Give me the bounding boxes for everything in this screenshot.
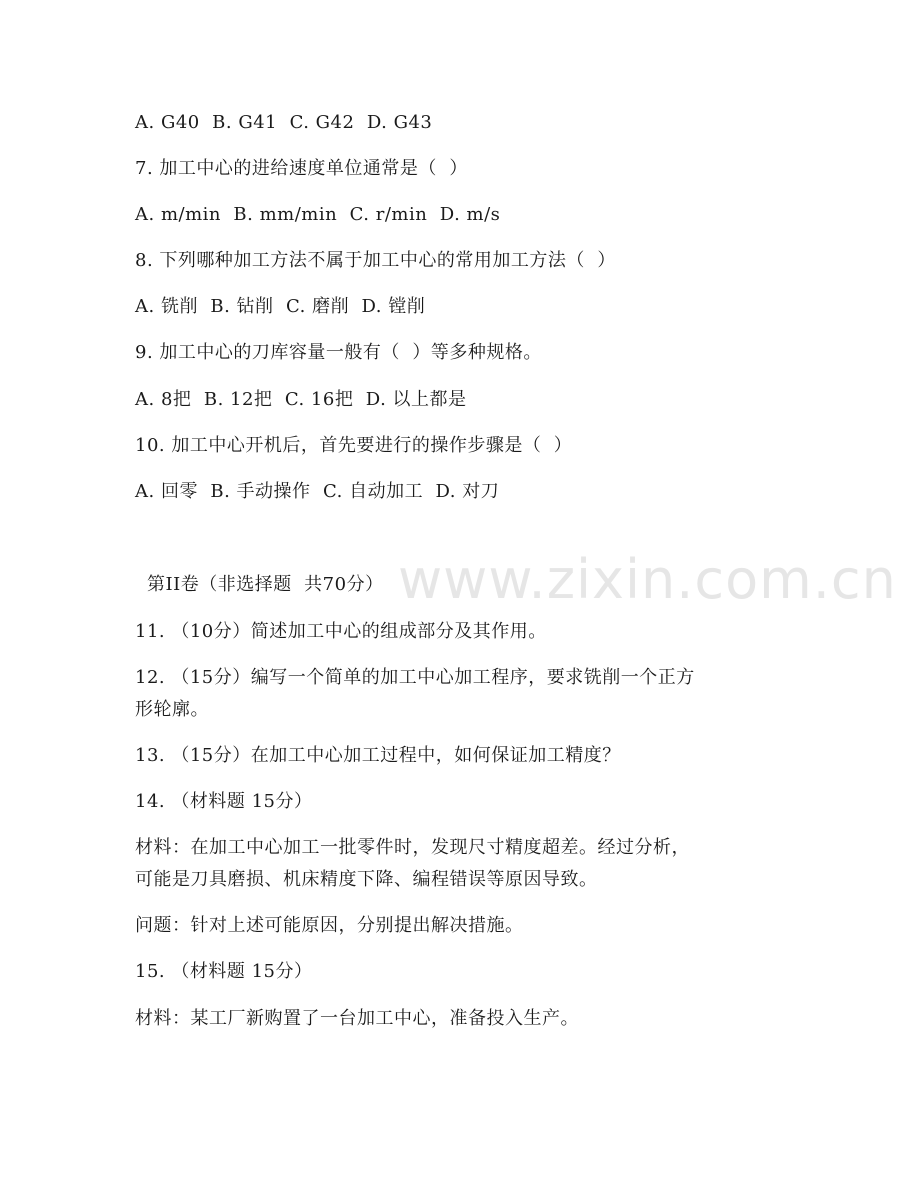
question-7: 7. 加工中心的进给速度单位通常是（ ） xyxy=(135,158,468,179)
question-8: 8. 下列哪种加工方法不属于加工中心的常用加工方法（ ） xyxy=(135,250,616,271)
question-12: 12. （15分）编写一个简单的加工中心加工程序，要求铣削一个正方 xyxy=(135,667,695,688)
option-line-q10: A. 回零 B. 手动操作 C. 自动加工 D. 对刀 xyxy=(135,481,500,502)
question-14-problem: 问题：针对上述可能原因，分别提出解决措施。 xyxy=(135,915,524,936)
material-15-line-1: 材料：某工厂新购置了一台加工中心，准备投入生产。 xyxy=(135,1008,579,1029)
watermark: www.zixin.com.cn xyxy=(398,548,897,611)
material-14-line-2: 可能是刀具磨损、机床精度下降、编程错误等原因导致。 xyxy=(135,869,598,890)
question-12-continued: 形轮廓。 xyxy=(135,699,209,720)
material-14-line-1: 材料：在加工中心加工一批零件时，发现尺寸精度超差。经过分析， xyxy=(135,837,690,858)
question-14: 14. （材料题 15分） xyxy=(135,791,313,812)
option-line-q6: A. G40 B. G41 C. G42 D. G43 xyxy=(135,112,433,133)
option-line-q9: A. 8把 B. 12把 C. 16把 D. 以上都是 xyxy=(135,389,467,410)
question-15: 15. （材料题 15分） xyxy=(135,961,313,982)
question-13: 13. （15分）在加工中心加工过程中，如何保证加工精度？ xyxy=(135,745,621,766)
section-heading: 第II卷（非选择题 共70分） xyxy=(147,574,384,595)
option-line-q7: A. m/min B. mm/min C. r/min D. m/s xyxy=(135,204,501,225)
question-9: 9. 加工中心的刀库容量一般有（ ）等多种规格。 xyxy=(135,342,542,363)
option-line-q8: A. 铣削 B. 钻削 C. 磨削 D. 镗削 xyxy=(135,296,426,317)
question-11: 11. （10分）简述加工中心的组成部分及其作用。 xyxy=(135,621,547,642)
question-10: 10. 加工中心开机后，首先要进行的操作步骤是（ ） xyxy=(135,435,573,456)
